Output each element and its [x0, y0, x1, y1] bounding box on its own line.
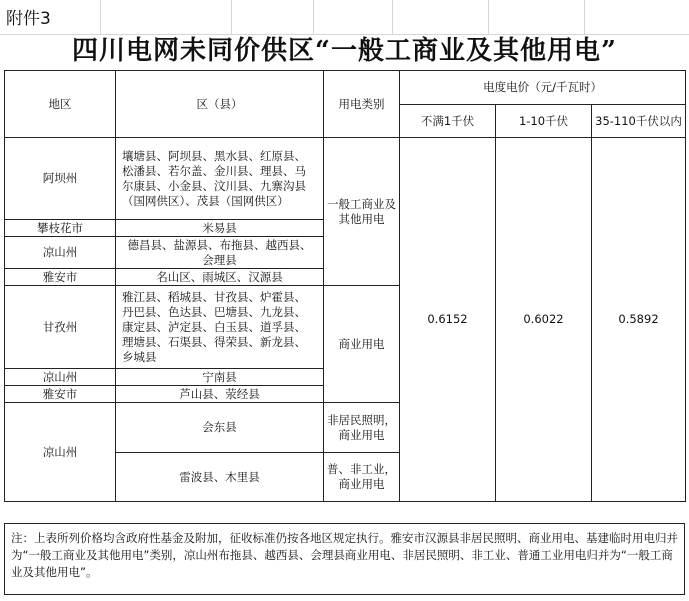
region-cell: 凉山州 [5, 237, 116, 269]
header-category: 用电类别 [324, 71, 400, 138]
annex-label: 附件3 [6, 9, 51, 29]
price-cell-v1: 0.6152 [400, 138, 496, 502]
sheet-gridline [313, 0, 314, 34]
region-cell: 阿坝州 [5, 138, 116, 220]
region-cell: 雅安市 [5, 386, 116, 403]
sheet-gridline [488, 0, 489, 34]
category-commercial: 商业用电 [324, 286, 400, 403]
region-cell: 攀枝花市 [5, 220, 116, 237]
sheet-gridline [231, 0, 232, 34]
category-general-nonindustrial: 普、非工业，商业用电 [324, 453, 400, 502]
region-cell: 凉山州 [5, 403, 116, 502]
region-cell: 甘孜州 [5, 286, 116, 369]
page-title: 四川电网未同价供区“一般工商业及其他用电” [72, 36, 617, 66]
county-cell: 宁南县 [116, 369, 324, 386]
county-cell: 壤塘县、阿坝县、黑水县、红原县、松潘县、若尔盖、金川县、理县、马尔康县、小金县、汶川县、九寨沟县（国网供区）、茂县（国网供区） [116, 138, 324, 220]
header-voltage-2: 1-10千伏 [496, 105, 592, 138]
header-price-group: 电度电价（元/千瓦时） [400, 71, 686, 105]
footnote: 注：上表所列价格均含政府性基金及附加，征收标准仍按各地区规定执行。雅安市汉源县非居民照明、商业用电、基建临时用电归并为“一般工商业及其他用电”类别，凉山州布拖县、越西县、会理县商业用电、非居民照明、非工业、普通工业用电归并为“一般工商业及其他用电”。 [4, 523, 685, 595]
price-cell-v3: 0.5892 [592, 138, 686, 502]
header-region: 地区 [5, 71, 116, 138]
county-cell: 米易县 [116, 220, 324, 237]
county-cell: 德昌县、盐源县、布拖县、越西县、会理县 [116, 237, 324, 269]
sheet-gridline [584, 0, 585, 34]
header-voltage-1: 不满1千伏 [400, 105, 496, 138]
region-cell: 凉山州 [5, 369, 116, 386]
category-nonresidential: 非居民照明，商业用电 [324, 403, 400, 453]
county-cell: 芦山县、荥经县 [116, 386, 324, 403]
sheet-gridline [100, 0, 101, 34]
price-table [4, 70, 686, 502]
county-cell: 雅江县、稻城县、甘孜县、炉霍县、丹巴县、色达县、巴塘县、九龙县、康定县、泸定县、白玉县、道孚县、理塘县、石渠县、得荣县、新龙县、乡城县 [116, 286, 324, 369]
category-general: 一般工商业及其他用电 [324, 138, 400, 286]
county-cell: 名山区、雨城区、汉源县 [116, 269, 324, 286]
header-county: 区（县） [116, 71, 324, 138]
county-cell: 雷波县、木里县 [116, 453, 324, 502]
sheet-gridline [392, 0, 393, 34]
county-cell: 会东县 [116, 403, 324, 453]
header-voltage-3: 35-110千伏以内 [592, 105, 686, 138]
price-cell-v2: 0.6022 [496, 138, 592, 502]
region-cell: 雅安市 [5, 269, 116, 286]
